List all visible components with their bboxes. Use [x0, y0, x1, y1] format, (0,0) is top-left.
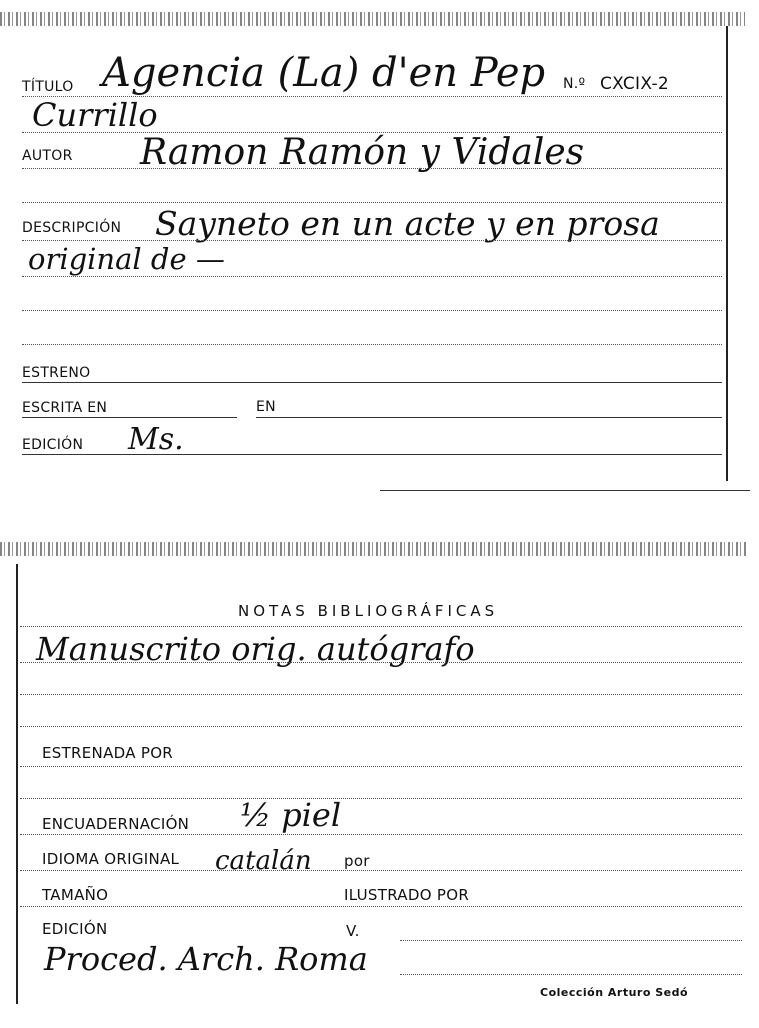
card-left-edge	[16, 564, 18, 1004]
tamano-label: TAMAÑO	[42, 886, 109, 904]
ilustrado-label: ILUSTRADO POR	[344, 886, 470, 904]
edicion-label: EDICIÓN	[22, 437, 84, 453]
idioma-label: IDIOMA ORIGINAL	[42, 850, 180, 868]
encuadernacion-label: ENCUADERNACIÓN	[42, 815, 190, 833]
edicion2-line	[400, 940, 742, 941]
descripcion-label: DESCRIPCIÓN	[22, 220, 122, 236]
collection-credit: Colección Arturo Sedó	[540, 986, 689, 999]
torn-edge-bottom-card	[0, 542, 748, 556]
encuadernacion-line	[20, 834, 742, 835]
numero-label: N.º	[563, 76, 586, 92]
escrita-en-line	[22, 417, 237, 418]
notas-line-4	[20, 726, 742, 727]
proced-line	[400, 974, 742, 975]
idioma-value: catalán	[215, 846, 312, 876]
autor-value: Ramon Ramón y Vidales	[140, 132, 585, 173]
descripcion-line2: original de —	[28, 242, 225, 276]
titulo-label: TÍTULO	[22, 79, 74, 95]
descripcion-line-4	[22, 344, 722, 345]
notas-line-1	[20, 626, 742, 627]
torn-edge-top	[0, 12, 745, 26]
estreno-label: ESTRENO	[22, 365, 91, 381]
encuadernacion-value: ½ piel	[240, 796, 342, 834]
en-label: EN	[256, 399, 276, 415]
v-label: V.	[346, 922, 360, 940]
notas-line-3	[20, 694, 742, 695]
catalog-card-bottom	[0, 530, 759, 1028]
titulo-value: Agencia (La) d'en Pep	[102, 50, 546, 96]
card-bottom-line	[380, 490, 750, 491]
estrenada-line	[20, 766, 742, 767]
estrenada-line-2	[20, 798, 742, 799]
catalog-card-top	[0, 0, 759, 500]
autor-label: AUTOR	[22, 148, 73, 164]
descripcion-line-2	[22, 276, 722, 277]
edicion-value: Ms.	[128, 422, 184, 457]
notas-line-2	[20, 662, 742, 663]
en-line	[256, 417, 722, 418]
autor-line	[22, 168, 722, 169]
por-label: por	[344, 852, 370, 870]
numero-value: CXCIX-2	[600, 74, 670, 94]
notas-heading: NOTAS BIBLIOGRÁFICAS	[238, 602, 499, 620]
escrita-en-label: ESCRITA EN	[22, 400, 108, 416]
proced-value: Proced. Arch. Roma	[44, 940, 368, 978]
descripcion-line-3	[22, 310, 722, 311]
idioma-line	[20, 870, 742, 871]
estrenada-label: ESTRENADA POR	[42, 744, 174, 762]
edicion-line	[22, 454, 722, 455]
edicion2-label: EDICIÓN	[42, 920, 108, 938]
descripcion-value: Sayneto en un acte y en prosa	[155, 204, 660, 243]
tamano-line	[20, 906, 742, 907]
card-right-edge	[726, 26, 728, 481]
descripcion-line	[22, 240, 722, 241]
titulo-line2: Currillo	[32, 96, 158, 134]
estreno-line	[22, 382, 722, 383]
autor-line-2	[22, 202, 722, 203]
notas-value: Manuscrito orig. autógrafo	[36, 630, 475, 668]
